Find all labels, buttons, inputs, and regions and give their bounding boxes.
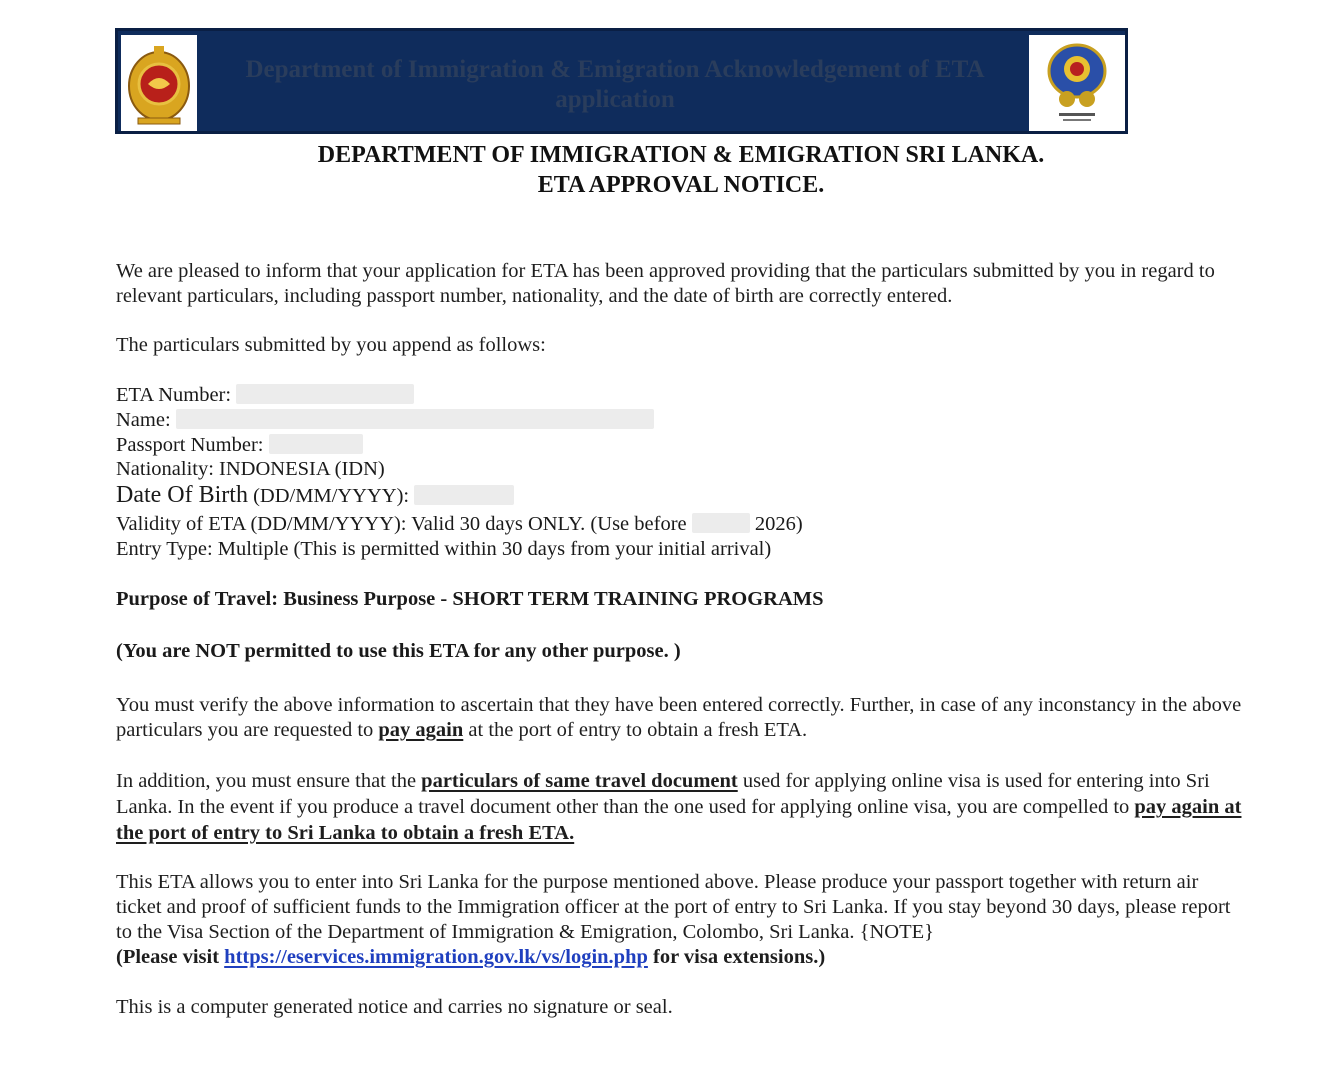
addition-emphasis-document: particulars of same travel document [421,770,738,792]
name-row [116,408,654,433]
addition-emphasis-pay-again: pay again at the port of entry to Sri Lanka to obtain a fresh ETA. [116,796,1242,844]
particulars-intro: The particulars submitted by you append as follows: [116,334,546,356]
validity-row [116,512,803,537]
visit-suffix: for visa extensions.) [647,946,826,968]
purpose-of-travel: Purpose of Travel: Business Purpose - SHORT TERM TRAINING PROGRAMS [116,588,824,610]
verify-paragraph [116,693,1246,743]
dob-row [116,483,514,509]
allows-text: This ETA allows you to enter into Sri Lanka for the purpose mentioned above. Please produce your passport together with return air ticket and proof of sufficient funds to the Immigration officer at the port of entry to Sri Lanka. If you stay beyond 30 days, please report to the Visa Section of the Department of Immigration & Emigration, Colombo, Sri Lanka. {NOTE} [116,871,1231,943]
intro-paragraph: We are pleased to inform that your application for ETA has been approved providing that the particulars submitted by you in regard to relevant particulars, including passport number, nationality, and the date of birth are correctly entered. [116,260,1215,307]
validity-prefix: Validity of ETA (DD/MM/YYYY): Valid 30 days ONLY. (Use before [116,513,687,535]
dob-label: Date Of Birth [116,482,248,508]
eta-number-label: ETA Number: [116,384,232,406]
header-banner [115,28,1128,134]
sri-lanka-emblem-icon [121,35,197,131]
visa-extension-link[interactable]: https://eservices.immigration.gov.lk/vs/login.php [224,946,648,968]
department-emblem-icon [1029,35,1125,131]
addition-paragraph [116,768,1246,846]
passport-redacted [269,434,363,454]
restriction-notice: (You are NOT permitted to use this ETA for any other purpose. ) [116,640,681,662]
banner-title: Department of Immigration & Emigration Acknowledgement of ETA application [245,56,985,113]
passport-label: Passport Number: [116,434,264,456]
page-subtitle: ETA APPROVAL NOTICE. [537,172,825,198]
dob-format: (DD/MM/YYYY): [253,485,410,507]
footer-notice: This is a computer generated notice and carries no signature or seal. [116,996,673,1018]
eta-number-redacted [236,384,414,404]
dob-redacted [414,485,514,505]
verify-emphasis: pay again [378,719,464,741]
validity-date-redacted [692,513,750,533]
nationality-row: Nationality: INDONESIA (IDN) [116,458,385,480]
verify-text-end: at the port of entry to obtain a fresh ETA. [463,719,808,741]
verify-text: You must verify the above information to ascertain that they have been entered correctly. Further, in case of any inconstancy in the above particulars you are requested to [116,694,1242,741]
validity-suffix: 2026) [754,513,803,535]
allows-paragraph [116,870,1241,970]
passport-row [116,433,363,458]
name-redacted [176,409,654,429]
eta-number-row [116,383,414,408]
name-label: Name: [116,409,171,431]
addition-text-middle: used for applying online visa is used for entering into Sri Lanka. In the event if you produce a travel document other than the one used for applying online visa, you are compelled to [116,770,1210,818]
page-title: DEPARTMENT OF IMMIGRATION & EMIGRATION SRI LANKA. [317,142,1045,168]
visit-prefix: (Please visit [116,946,225,968]
entry-type-row: Entry Type: Multiple (This is permitted within 30 days from your initial arrival) [116,538,772,560]
addition-text: In addition, you must ensure that the [116,770,422,792]
